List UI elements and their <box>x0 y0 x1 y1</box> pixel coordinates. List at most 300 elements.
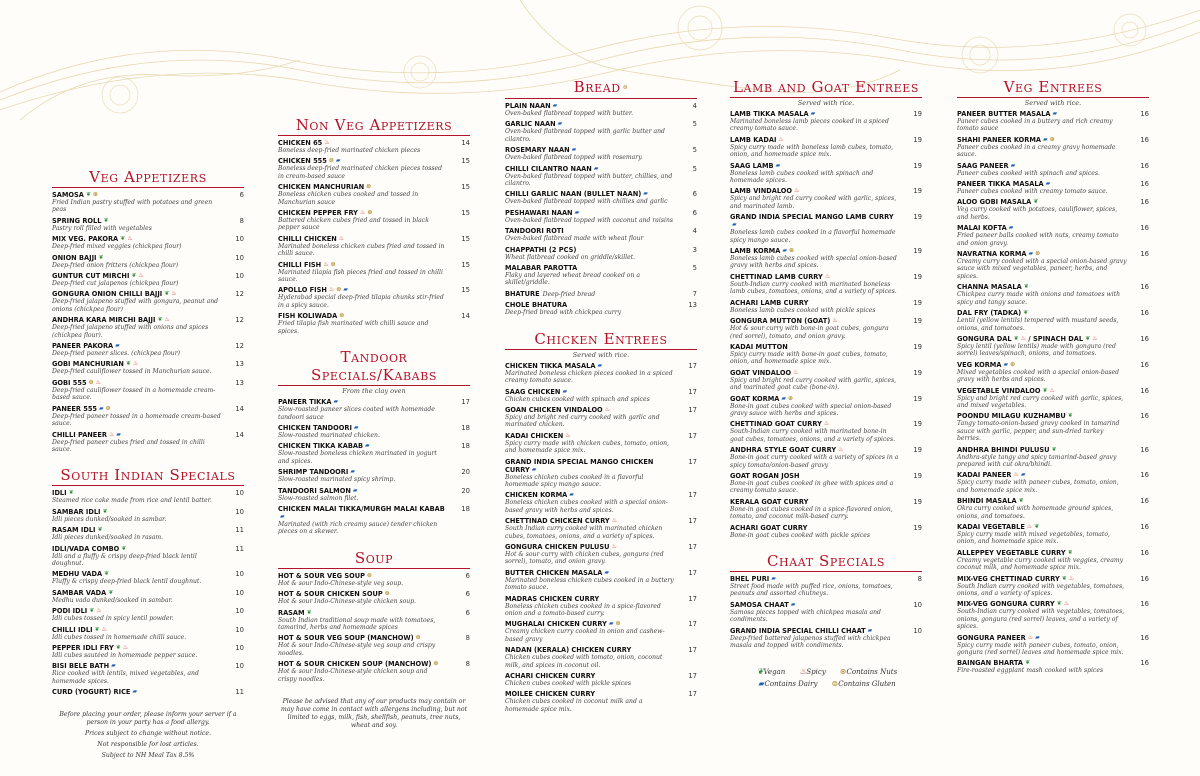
spicy-chili-icon: ♨ <box>328 286 335 294</box>
section-gap <box>52 699 244 709</box>
menu-item-description: Deep-fried paneer slices. (chickpea flour) <box>52 350 180 358</box>
menu-item-description: Paneer cubes cooked with creamy tomato sauce. <box>957 188 1108 196</box>
menu-item-name <box>278 398 470 406</box>
menu-item-description: Deep-fried bread with chickpea curry <box>505 309 622 317</box>
menu-item-name-text: MEDHU VADA <box>52 570 103 579</box>
menu-item-name <box>730 110 922 118</box>
menu-item-price: 16 <box>1140 633 1149 642</box>
menu-item-description: Spicy curry made with paneer cubes, tomato, onion, gongura (red sorrel) leaves and homemade spice mix. <box>957 641 1124 657</box>
menu-item-name <box>730 420 922 428</box>
legend-entry <box>838 668 897 676</box>
menu-item-description: Spicy curry made with chicken cubes, tomato, onion, and homemade spice mix. <box>505 439 669 455</box>
dairy-icon: ▰ <box>1008 224 1014 232</box>
menu-item <box>505 458 697 489</box>
dairy-icon: ▰ <box>758 679 765 689</box>
menu-item-price: 8 <box>239 216 244 225</box>
vegan-leaf-icon: ❦ <box>103 216 109 224</box>
section-gap <box>730 542 922 552</box>
menu-item-name <box>730 575 922 583</box>
menu-item-name-text: SHRIMP TANDOORI <box>278 468 349 477</box>
menu-item-name-text: MALABAR PAROTTA <box>505 264 578 273</box>
menu-item-price: 19 <box>913 247 922 256</box>
legend-row <box>730 678 922 690</box>
menu-item <box>505 362 697 385</box>
menu-item-name-text: FISH KOLIWADA <box>278 312 338 321</box>
menu-item-name-text: PANEER PAKORA <box>52 342 114 351</box>
menu-item-name <box>730 213 922 229</box>
menu-item-price: 17 <box>688 361 697 370</box>
menu-item-description: South Indian curry cooked with vegetables, tomatoes, onions, and a variety of spices. <box>957 582 1125 598</box>
spicy-chili-icon: ♨ <box>1049 386 1055 394</box>
menu-item-name <box>505 120 697 128</box>
vegan-leaf-icon: ❦ <box>1067 412 1073 420</box>
vegan-leaf-icon: ❦ <box>1042 386 1048 394</box>
section-title-text: Non Veg Appetizers <box>295 116 453 134</box>
menu-item-price: 5 <box>692 264 697 273</box>
dairy-icon: ▰ <box>333 398 339 406</box>
menu-item-name-text: SAMOSA <box>52 191 84 199</box>
spicy-chili-icon: ♨ <box>95 378 101 386</box>
menu-item-description: Rice cooked with lentils, mixed vegetables, and homemade spices. <box>52 670 199 685</box>
menu-item <box>505 165 697 188</box>
menu-item-name-text: LAMB KADAI <box>730 135 777 144</box>
menu-item-description: Hot & sour curry with bone-in goat cubes, gongura (red sorrel), tomato, and onion gravy. <box>730 325 889 340</box>
menu-item-name-text: MUGHALAI CHICKEN CURRY <box>505 620 607 629</box>
spicy-chili-icon: ♨ <box>1020 334 1026 342</box>
spicy-chili-icon: ♨ <box>96 607 102 615</box>
menu-item-price: 19 <box>913 523 922 532</box>
menu-item-price: 19 <box>913 342 922 351</box>
menu-item-name-text: RASAM <box>278 608 305 617</box>
menu-item-price: 11 <box>235 526 244 535</box>
section-title <box>278 549 470 569</box>
menu-item-price: 19 <box>913 368 922 377</box>
nuts-icon: ⊛ <box>839 667 847 677</box>
menu-item <box>730 472 922 495</box>
menu-item-price: 8 <box>465 634 470 643</box>
vegan-leaf-icon: ❦ <box>1018 497 1024 505</box>
menu-item-price: 12 <box>235 316 244 325</box>
menu-item <box>52 489 244 504</box>
menu-item <box>505 543 697 566</box>
icon-legend <box>730 666 922 690</box>
menu-item-name <box>278 590 470 598</box>
menu-item-name <box>505 290 697 298</box>
menu-item <box>505 120 697 143</box>
menu-item <box>957 471 1149 494</box>
section-title-text: Lamb and Goat Entrees <box>732 78 919 96</box>
menu-item <box>278 572 470 587</box>
dairy-icon: ▰ <box>574 208 580 216</box>
legend-label: Contains Gluten <box>838 680 896 689</box>
menu-item-price: 6 <box>692 190 697 199</box>
menu-item-name-text: ALOO GOBI MASALA <box>957 198 1032 207</box>
menu-item-description: Tangy tomato-onion-based gravy cooked in tamarind sauce with garlic, pepper, and sun-dried turkey berries. <box>957 420 1120 443</box>
menu-item-price: 15 <box>461 157 470 166</box>
menu-item-name <box>957 335 1149 343</box>
spicy-chili-icon: ♨ <box>323 260 329 268</box>
menu-item-description: Boneless chicken cubes cooked and tossed in Manchurian sauce <box>278 191 419 206</box>
menu-item-description: Fluffy & crispy deep-fried black lentil doughnut. <box>52 578 202 586</box>
menu-item-name <box>957 446 1149 454</box>
menu-item-name <box>505 690 697 698</box>
menu-item-description: Chickpea curry made with onions and tomatoes with spicy and tangy sauce. <box>957 291 1121 306</box>
dairy-icon: ▰ <box>1045 180 1051 188</box>
menu-item-name <box>730 498 922 506</box>
menu-item <box>730 627 922 650</box>
menu-item-name <box>505 165 697 173</box>
spicy-chili-icon: ♨ <box>1063 600 1070 608</box>
section-gap <box>278 539 470 549</box>
menu-item <box>730 524 922 539</box>
menu-item <box>730 420 922 443</box>
spicy-chili-icon: ♨ <box>122 643 129 651</box>
dairy-icon: ▰ <box>604 568 609 576</box>
spicy-chili-icon: ♨ <box>793 368 799 376</box>
menu-item-description: Marinated boneless chicken cubes cooked in a buttery tomato sauce. <box>505 576 674 592</box>
menu-item-price: 18 <box>461 504 470 513</box>
menu-item-description: Mixed vegetables cooked with a special onion-based gravy with herbs and spices. <box>957 368 1120 384</box>
menu-item-price: 16 <box>1140 360 1149 369</box>
menu-item-name-text: CHICKEN TIKKA KABAB <box>278 442 364 451</box>
section-title-text: Chaat Specials <box>766 552 886 570</box>
menu-item-price: 17 <box>461 398 470 407</box>
menu-item-name-text: GOAT VINDALOO <box>730 368 792 377</box>
spicy-chili-icon: ♨ <box>108 430 115 438</box>
spicy-chili-icon: ♨ <box>324 139 330 146</box>
menu-item <box>505 620 697 643</box>
menu-item-price: 17 <box>688 431 697 440</box>
menu-item <box>957 283 1149 306</box>
menu-item-price: 19 <box>913 317 922 326</box>
menu-item-name <box>505 543 697 551</box>
menu-item <box>278 286 470 309</box>
menu-item <box>278 468 470 483</box>
menu-item-name <box>505 620 697 628</box>
menu-item-price: 10 <box>235 235 244 244</box>
menu-item-price: 8 <box>917 575 922 583</box>
menu-item-name-text: GOAT KORMA <box>730 394 780 403</box>
vegan-leaf-icon: ❦ <box>1085 334 1091 342</box>
menu-item-name-text: MIX-VEG GONGURA CURRY <box>957 600 1055 609</box>
section-title <box>505 330 697 350</box>
menu-item-description: Oven-baked flatbread topped with coconut and raisins <box>505 216 673 224</box>
section-title-text: Tandoor Specials/Kababs <box>310 348 438 385</box>
menu-item-name-text: KADAI CHICKEN <box>505 431 564 440</box>
menu-item-description: Spicy curry made with paneer cubes, tomato, onion, and homemade spice mix. <box>957 479 1119 494</box>
menu-item <box>505 569 697 592</box>
menu-item-price: 17 <box>688 542 697 551</box>
menu-item-name-text: MIX-VEG CHETTINAD CURRY <box>957 574 1060 583</box>
menu-item-name-text: MALAI KOFTA <box>957 224 1007 233</box>
menu-item-description: Pastry roll filled with vegetables <box>52 224 152 232</box>
menu-column-3 <box>505 78 697 726</box>
menu-item-description: Boneless deep-fried marinated chicken pieces tossed in cream-based sauce <box>278 165 443 180</box>
menu-item-description: Bone-in goat cubes cooked in a spice-flavored onion, tomato, and coconut milk-based curry. <box>730 505 893 521</box>
menu-item <box>505 102 697 117</box>
vegan-leaf-icon: ❦ <box>164 290 170 298</box>
menu-item-name-text: KADAI MUTTON <box>730 342 788 351</box>
section-title-text: Veg Entrees <box>1003 78 1103 96</box>
menu-item-name <box>505 491 697 499</box>
menu-item-name <box>957 497 1149 505</box>
menu-item-description: Chicken cubes cooked with pickle spices <box>505 680 631 688</box>
legend-entry <box>756 680 817 688</box>
menu-item-description: Deep-fried cauliflower tossed in a homemade cream-based sauce. <box>52 386 216 402</box>
menu-item-name-text: ACHARI GOAT CURRY <box>730 523 808 532</box>
menu-item-name-text: ALLEPPEY VEGETABLE CURRY <box>957 548 1066 557</box>
menu-item-name <box>52 589 244 597</box>
section-gap <box>505 320 697 330</box>
separator: / <box>1025 334 1033 343</box>
menu-item-name <box>505 362 697 370</box>
menu-item-name-text: PANEER 555 <box>52 404 97 413</box>
section-gap <box>957 678 1149 688</box>
menu-item-name-text: PESHAWARI NAAN <box>505 208 573 217</box>
menu-item-name-text: VEG KORMA <box>957 360 1002 369</box>
menu-item <box>278 312 470 335</box>
vegan-leaf-icon: ❦ <box>1033 198 1039 206</box>
menu-item-description: Bone-in goat cubes cooked with pickle spices <box>730 531 870 539</box>
menu-item-name <box>505 569 697 577</box>
menu-item-name-text: CHICKEN KORMA <box>505 491 568 500</box>
menu-item-name-text: NAVRATNA KORMA <box>957 250 1027 259</box>
nuts-icon: ⊛ <box>1035 250 1041 258</box>
menu-item-name-text: SPRING ROLL <box>52 216 102 225</box>
dairy-icon: ▰ <box>608 620 614 628</box>
menu-item-name-text: CHETTINAD LAMB CURRY <box>730 272 823 281</box>
menu-item-alt-name: SPINACH DAL <box>1032 334 1084 343</box>
menu-item-price: 10 <box>913 626 922 635</box>
section-title-text: Bread <box>573 78 621 96</box>
menu-item-name <box>730 136 922 144</box>
menu-item <box>957 497 1149 520</box>
menu-item-description: Deep-fried cauliflower tossed in Manchurian sauce. <box>52 368 212 376</box>
menu-item-name <box>278 209 470 217</box>
menu-item-description: Spicy curry made with mixed vegetables, tomato, onion, and homemade spice mix. <box>957 531 1110 546</box>
vegan-leaf-icon: ❦ <box>1061 574 1067 582</box>
section-gap <box>505 716 697 726</box>
section-gap <box>278 686 470 696</box>
section-title-text: Veg Appetizers <box>89 168 207 186</box>
menu-column-5 <box>957 78 1149 688</box>
notes-block <box>278 698 470 730</box>
section-title <box>52 466 244 486</box>
spicy-chili-icon: ♨ <box>824 272 831 280</box>
menu-item-name-text: APOLLO FISH <box>278 286 327 295</box>
dairy-icon: ▰ <box>111 662 116 670</box>
menu-item-name-text: GONGURA PANEER <box>957 633 1026 642</box>
menu-item-description: Spicy and bright red curry cooked with garlic and marinated chicken. <box>505 413 660 429</box>
menu-item-name-text: GOAN CHICKEN VINDALOO <box>505 405 603 414</box>
menu-item-description: Oven-baked flatbread topped with chillies and garlic <box>505 198 668 206</box>
menu-item-name-text: PANEER TIKKA MASALA <box>957 180 1044 189</box>
menu-item-name-text: GONGURA DAL <box>957 334 1012 343</box>
gluten-icon: ⊜ <box>330 260 336 268</box>
vegan-leaf-icon: ❦ <box>1024 659 1030 667</box>
menu-item-name-text: SAAG PANEER <box>957 161 1009 170</box>
menu-item <box>505 227 697 242</box>
menu-item <box>278 505 470 536</box>
vegan-leaf-icon: ❦ <box>94 625 100 633</box>
section-title-text: Soup <box>354 548 394 567</box>
menu-item-name-text: GARLIC NAAN <box>505 120 556 129</box>
menu-item-description: Spicy and bright red curry cooked with garlic, spices, and marinated lamb. <box>730 195 897 210</box>
menu-item-name-text: CHETTINAD CHICKEN CURRY <box>505 517 610 526</box>
menu-item-name-text: DAL FRY (TADKA) <box>957 309 1022 318</box>
menu-item <box>730 343 922 366</box>
menu-item-price: 17 <box>688 594 697 603</box>
dairy-icon: ▰ <box>99 404 104 412</box>
menu-item-name <box>52 626 244 634</box>
legend-entry <box>797 668 826 676</box>
menu-item-name <box>730 299 922 307</box>
menu-item-name-text: KERALA GOAT CURRY <box>730 497 809 506</box>
dairy-icon: ▰ <box>1043 135 1048 143</box>
menu-item-name-text: VEGETABLE VINDALOO <box>957 386 1041 395</box>
menu-item-name-text: PANEER TIKKA <box>278 398 332 407</box>
dairy-icon: ▰ <box>810 110 816 117</box>
menu-item-description: Deep-fried paneer tossed in a homemade cream-based sauce. <box>52 412 221 428</box>
menu-item-price: 17 <box>688 690 697 699</box>
menu-item-name-text: HOT & SOUR VEG SOUP (MANCHOW) <box>278 634 414 643</box>
gluten-icon: ⊜ <box>415 634 421 642</box>
menu-item-description: Chicken cubes cooked with spinach and spices <box>505 395 650 403</box>
menu-item-name <box>957 250 1149 258</box>
spicy-chili-icon: ♨ <box>132 360 139 368</box>
dairy-icon: ▰ <box>1035 633 1040 641</box>
menu-item-name <box>52 191 244 199</box>
menu-item-description: Deep-fried mixed veggies (chickpea flour) <box>52 243 182 251</box>
menu-column-1 <box>52 168 244 763</box>
menu-item-description: Idli cubes tossed in homemade chilli sauce. <box>52 633 187 641</box>
menu-item-name <box>957 110 1149 118</box>
menu-item <box>505 406 697 429</box>
menu-item-name <box>505 190 697 198</box>
menu-item <box>505 595 697 618</box>
section-title <box>52 168 244 188</box>
gluten-icon: ⊜ <box>433 660 439 668</box>
menu-item <box>52 191 244 214</box>
menu-item-name-text: IDLI/VADA COMBO <box>52 544 120 553</box>
menu-item <box>730 273 922 296</box>
section-title <box>730 78 922 98</box>
menu-item-name-text: CURD (YOGURT) RICE <box>52 688 131 697</box>
menu-item-name-text: CHICKEN MANCHURIAN <box>278 183 365 192</box>
menu-item-name-text: GUNTUR CUT MIRCHI <box>52 272 130 281</box>
menu-item-price: 15 <box>461 260 470 269</box>
menu-item-price: 16 <box>1140 283 1149 292</box>
menu-item-description: Deep-fried battered jalapenos stuffed with chickpea masala and topped with condiments. <box>730 634 891 650</box>
menu-item-price: 16 <box>1140 386 1149 395</box>
note-line: Subject to NH Meal Tax 8.5% <box>101 752 195 760</box>
menu-item-description: Boneless chicken cubes cooked with a special onion-based gravy with herbs and spices. <box>505 499 668 514</box>
menu-item-description: Samosa pieces topped with chickpea masala and condiments. <box>730 608 881 624</box>
spicy-chili-icon: ♨ <box>1068 574 1075 582</box>
menu-item-name <box>505 388 697 396</box>
gluten-icon: ⊜ <box>336 286 342 294</box>
menu-item-description: South Indian traditional soup made with tomatoes, tamarind, herbs and homemade spices <box>278 616 436 631</box>
spicy-chili-icon: ♨ <box>794 187 800 195</box>
dairy-icon: ▰ <box>132 688 138 696</box>
menu-item-name <box>52 662 244 670</box>
menu-item-price: 16 <box>1140 548 1149 557</box>
dairy-icon: ▰ <box>732 221 737 229</box>
vegan-leaf-icon: ❦ <box>115 643 121 651</box>
menu-item-name <box>52 570 244 578</box>
menu-item <box>52 508 244 523</box>
dairy-icon: ▰ <box>781 394 787 402</box>
menu-item <box>957 250 1149 280</box>
section-gap <box>52 456 244 466</box>
nuts-icon: ⊛ <box>788 247 795 255</box>
spicy-chili-icon: ♨ <box>138 272 144 280</box>
dairy-icon: ▰ <box>643 190 648 198</box>
menu-item <box>52 431 244 454</box>
menu-item <box>278 235 470 258</box>
menu-item-name <box>505 432 697 440</box>
dairy-icon: ▰ <box>365 442 370 450</box>
menu-item-description: Idli pieces dunked/soaked in sambar. <box>52 515 167 523</box>
menu-item-price: 17 <box>688 517 697 526</box>
menu-item <box>505 290 697 298</box>
menu-item <box>730 395 922 418</box>
menu-item <box>730 601 922 624</box>
menu-item-name <box>52 290 244 298</box>
menu-item-name-text: BHINDI MASALA <box>957 497 1017 506</box>
menu-item-price: 19 <box>913 187 922 196</box>
menu-item-price: 19 <box>913 394 922 403</box>
menu-item-price: 16 <box>1140 110 1149 118</box>
menu-item-description: Oven-baked flatbread topped with garlic butter and cilantro. <box>505 128 665 143</box>
menu-item-name-text: CHICKEN MALAI TIKKA/MURGH MALAI KABAB <box>278 504 445 513</box>
menu-item-name <box>957 634 1149 642</box>
menu-item-price: 19 <box>913 446 922 455</box>
dairy-icon: ▰ <box>557 120 563 128</box>
menu-item <box>278 609 470 632</box>
menu-column-2 <box>278 116 470 733</box>
menu-item-name <box>957 575 1149 583</box>
spicy-chili-icon: ♨ <box>823 420 830 428</box>
menu-item-price: 16 <box>1140 334 1149 343</box>
menu-item <box>52 254 244 269</box>
menu-item-price: 14 <box>461 312 470 321</box>
menu-item-description: Steamed rice cake made from rice and lentil batter. <box>52 497 212 505</box>
menu-item-description: Fried paneer balls cooked with nuts, creamy tomato and onion gravy. <box>957 232 1119 247</box>
menu-item-name-text: PODI IDLI <box>52 607 88 616</box>
section-title-text: South Indian Specials <box>60 466 236 485</box>
menu-item <box>52 526 244 541</box>
vegan-leaf-icon: ❦ <box>85 191 91 198</box>
menu-item-name <box>278 235 470 243</box>
menu-item-description: Fried tilapia fish marinated with chilli sauce and spices. <box>278 320 429 335</box>
menu-item-name-text: NADAN (KERALA) CHICKEN CURRY <box>505 646 632 655</box>
menu-item-description: Idli pieces dunked/soaked in rasam. <box>52 534 164 542</box>
menu-item-name <box>278 487 470 495</box>
menu-item <box>505 491 697 514</box>
menu-item-description: Fried Indian pastry stuffed with potatoes and green peas <box>52 199 213 214</box>
menu-item <box>278 590 470 605</box>
menu-item-name-text: HOT & SOUR CHICKEN SOUP (MANCHOW) <box>278 660 432 669</box>
menu-item-name <box>957 361 1149 369</box>
menu-item <box>505 146 697 161</box>
menu-item <box>957 600 1149 630</box>
menu-item <box>278 487 470 502</box>
menu-item-name <box>730 317 922 325</box>
dairy-icon: ▰ <box>569 491 574 499</box>
section-gap <box>730 652 922 662</box>
menu-item-description: Boneless lamb cubes cooked with special onion-based gravy with herbs and spices. <box>730 255 897 270</box>
